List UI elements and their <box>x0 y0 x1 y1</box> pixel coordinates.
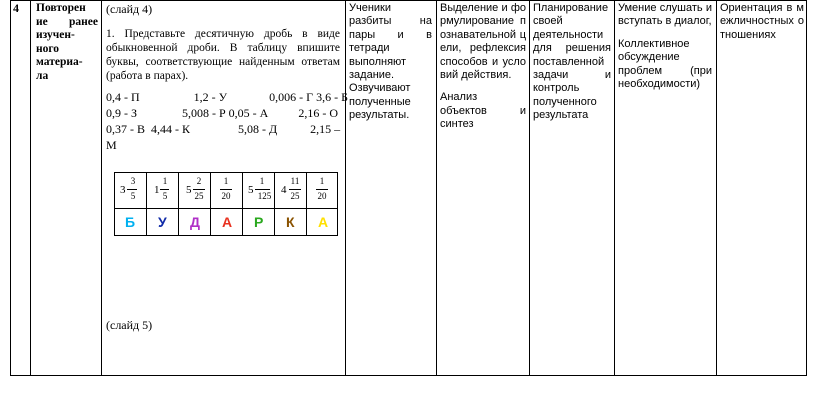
stage-line: ие ранее <box>36 15 98 28</box>
slide-5-label: (слайд 5) <box>106 318 153 332</box>
fraction-bar <box>255 189 270 190</box>
fraction-cell <box>242 172 274 208</box>
fraction-numerator: 1 <box>223 176 229 186</box>
fraction-cell <box>274 172 306 208</box>
content-cell <box>101 0 348 375</box>
col-border-1 <box>30 0 31 376</box>
fraction-bar <box>127 189 137 190</box>
fraction-cell <box>114 172 146 208</box>
paragraph-gap <box>618 29 712 38</box>
cognitive-actions <box>440 2 526 132</box>
fraction-denominator: 20 <box>317 191 327 201</box>
col-border-5 <box>529 0 530 376</box>
communicative-p2: Коллективное обсуждение проблем (при необходимости) <box>618 37 712 91</box>
fraction-whole: 4 <box>281 184 287 196</box>
answer-letter: К <box>286 214 295 230</box>
fraction-bar <box>316 189 328 190</box>
col-border-4 <box>436 0 437 376</box>
answer-letter: Б <box>125 214 136 230</box>
communicative-actions <box>618 2 712 91</box>
answer-letter: А <box>318 214 329 230</box>
fraction-denominator: 125 <box>257 191 272 201</box>
answer-table <box>114 172 338 236</box>
task-text: 1. Представьте десятичную дробь в виде обыкновенной дроби. В таблицу впишите буквы, соответствующие найденным ответам (работа в парах). <box>106 28 340 82</box>
fraction-denominator: 20 <box>221 191 231 201</box>
stage-line: материа- <box>36 56 83 69</box>
answer-letter: У <box>158 214 167 230</box>
fraction-whole: 3 <box>120 184 126 196</box>
fraction-denominator: 25 <box>194 191 204 201</box>
col-border-0 <box>10 0 11 376</box>
fraction-bar <box>160 189 169 190</box>
fraction-numerator: 2 <box>196 176 202 186</box>
answer-line-2: 0,9 - З 5,008 - Р 0,05 - А 2,16 - О <box>106 106 339 120</box>
regulative-actions: Планирование своей деятельности для решения поставленной задачи и контроль полученного результата <box>533 2 611 122</box>
stage-line: Повторен <box>36 2 86 14</box>
fraction-bar <box>289 189 301 190</box>
fraction-whole: 1 <box>154 184 160 196</box>
paragraph-gap <box>440 82 526 91</box>
fraction-denominator: 25 <box>290 191 300 201</box>
col-border-8 <box>806 0 807 376</box>
col-border-3 <box>345 0 346 376</box>
stage-line: ла <box>36 69 49 82</box>
communicative-p1: Умение слушать и вступать в диалог, <box>618 2 712 28</box>
answer-letter: Д <box>190 214 200 230</box>
answer-line-3: 0,37 - В 4,44 - К 5,08 - Д 2,15 – <box>106 122 341 136</box>
fraction-cell <box>178 172 210 208</box>
stage-line: изучен- <box>36 29 75 42</box>
students-activity: Ученики разбиты на пары и в тетради выполняют задание. Озвучивают полученные результаты. <box>349 2 432 122</box>
personal-actions: Ориентация в межличностных отношениях <box>720 2 804 41</box>
fraction-cell <box>210 172 242 208</box>
fraction-numerator: 1 <box>319 176 325 186</box>
cognitive-p1: Выделение и формулирование познавательной цели, рефлексия способов и условий действия. <box>440 2 526 82</box>
answer-line-1: 0,4 - П 1,2 - У 0,006 - Г 3,6 - Б <box>106 90 348 104</box>
answer-letter: Р <box>254 214 264 230</box>
fraction-numerator: 1 <box>259 176 265 186</box>
fraction-whole: 5 <box>186 184 192 196</box>
stage-line: ного <box>36 42 60 55</box>
fraction-bar <box>220 189 232 190</box>
fraction-numerator: 1 <box>162 176 168 186</box>
col-border-7 <box>716 0 717 376</box>
fraction-whole: 5 <box>248 184 254 196</box>
cognitive-p2: Анализ объектов и синтез <box>440 91 526 131</box>
answer-line-4: М <box>106 138 117 152</box>
fraction-numerator: 11 <box>290 176 300 186</box>
fraction-cell <box>306 172 338 208</box>
answer-letter: А <box>222 214 233 230</box>
fraction-numerator: 3 <box>130 176 136 186</box>
col-border-6 <box>614 0 615 376</box>
table-bottom-border <box>10 375 806 376</box>
slide-4-label: (слайд 4) <box>106 2 153 16</box>
fraction-bar <box>193 189 205 190</box>
stage-name <box>36 2 98 84</box>
row-number: 4 <box>13 1 19 15</box>
fraction-denominator: 5 <box>162 191 168 201</box>
fraction-denominator: 5 <box>130 191 136 201</box>
fraction-cell <box>146 172 178 208</box>
